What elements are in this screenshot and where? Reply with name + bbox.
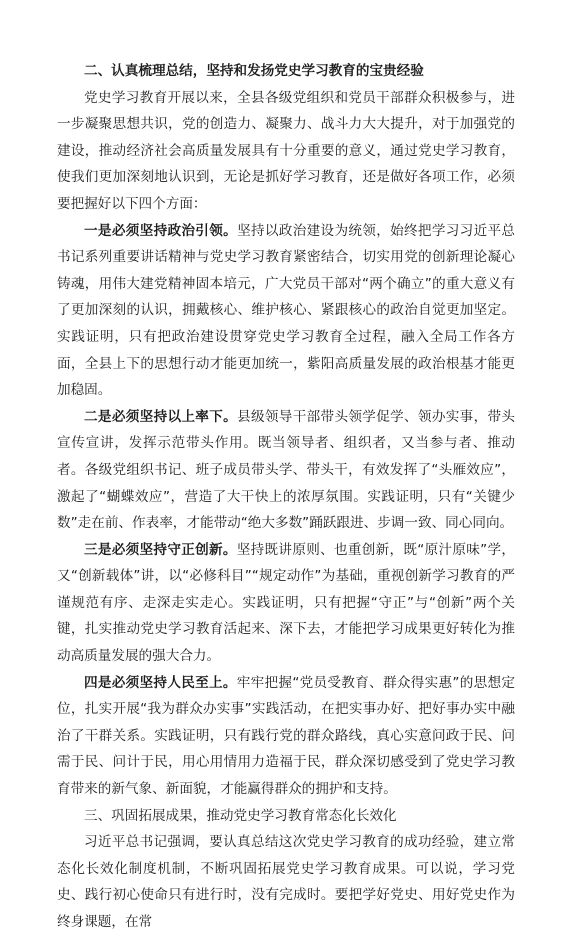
point-3-text: 坚持既讲原则、也重创新，既“原汁原味”学，又“创新载体”讲，以“必修科目”“规定动作”为基础，重视创新学习教育的严谨规范有序、走深走实走心。实践证明，只有把握“守正”与“创新”两个关键，扎实推动党史学习教育活起来、深下去，才能把学习成果更好转化为推动高质量发展的强大合力。: [57, 541, 515, 665]
point-4-text: 牢牢把握“党员受教育、群众得实惠”的思想定位，扎实开展“我为群众办实事”实践活动，在把实事办好、把好事办实中融治了干群关系。实践证明，只有践行党的群众路线，真心实意问政于民、问需于民、问计于民，用心用情用力造福于民，群众深切感受到了党史学习教育带来的新气象、新面貌，才能赢得群众的拥护和支持。: [57, 674, 515, 798]
section-heading-3: 三、巩固拓展成果，推动党史学习教育常态化长效化: [84, 807, 397, 824]
point-2-lead: 二是必须坚持以上率下。: [84, 408, 238, 425]
point-4-paragraph: [57, 670, 515, 803]
point-1-paragraph: [57, 218, 515, 404]
point-2-text: 县级领导干部带头领学促学、领办实事，带头宣传宣讲，发挥示范带头作用。既当领导者、组织者，又当参与者、推动者。各级党组织书记、班子成员带头学、带头干，有效发挥了“头雁效应”，激起了“蝴蝶效应”，营造了大干快上的浓厚氛围。实践证明，只有“关键少数”走在前、作表率，才能带动“绝大多数”踊跃跟进、步调一致、同心同向。: [57, 408, 516, 532]
point-2-paragraph: [57, 404, 515, 537]
section-2-intro: 党史学习教育开展以来，全县各级党组织和党员干部群众积极参与，进一步凝聚思想共识，党的创造力、凝聚力、战斗力大大提升，对于加强党的建设，推动经济社会高质量发展具有十分重要的意义，通过党史学习教育，使我们更加深刻地认识到，无论是抓好学习教育，还是做好各项工作，必须要把握好以下四个方面：: [57, 89, 515, 212]
point-3-paragraph: [57, 537, 515, 670]
section-heading-2: 二、认真梳理总结，坚持和发扬党史学习教育的宝贵经验: [84, 63, 424, 79]
point-1-lead: 一是必须坚持政治引领。: [84, 222, 238, 239]
point-1-text: 坚持以政治建设为统领，始终把学习习近平总书记系列重要讲话精神与党史学习教育紧密结合，切实用党的创新理论凝心铸魂，用伟大建党精神固本培元，广大党员干部对“两个确立”的重大意义有了更加深刻的认识，拥戴核心、维护核心、紧跟核心的政治自觉更加坚定。实践证明，只有把政治建设贯穿党史学习教育全过程，融入全局工作各方面，全县上下的思想行动才能更加统一，紫阳高质量发展的政治根基才能更加稳固。: [57, 222, 516, 399]
section-3-intro: 习近平总书记强调，要认真总结这次党史学习教育的成功经验，建立常态化长效化制度机制，不断巩固拓展党史学习教育成果。可以说，学习党史、践行初心使命只有进行时，没有完成时。要把学好党史、用好党史作为终身课题，在常: [57, 834, 515, 930]
point-3-lead: 三是必须坚持守正创新。: [84, 541, 237, 558]
point-4-lead: 四是必须坚持人民至上。: [84, 674, 237, 691]
